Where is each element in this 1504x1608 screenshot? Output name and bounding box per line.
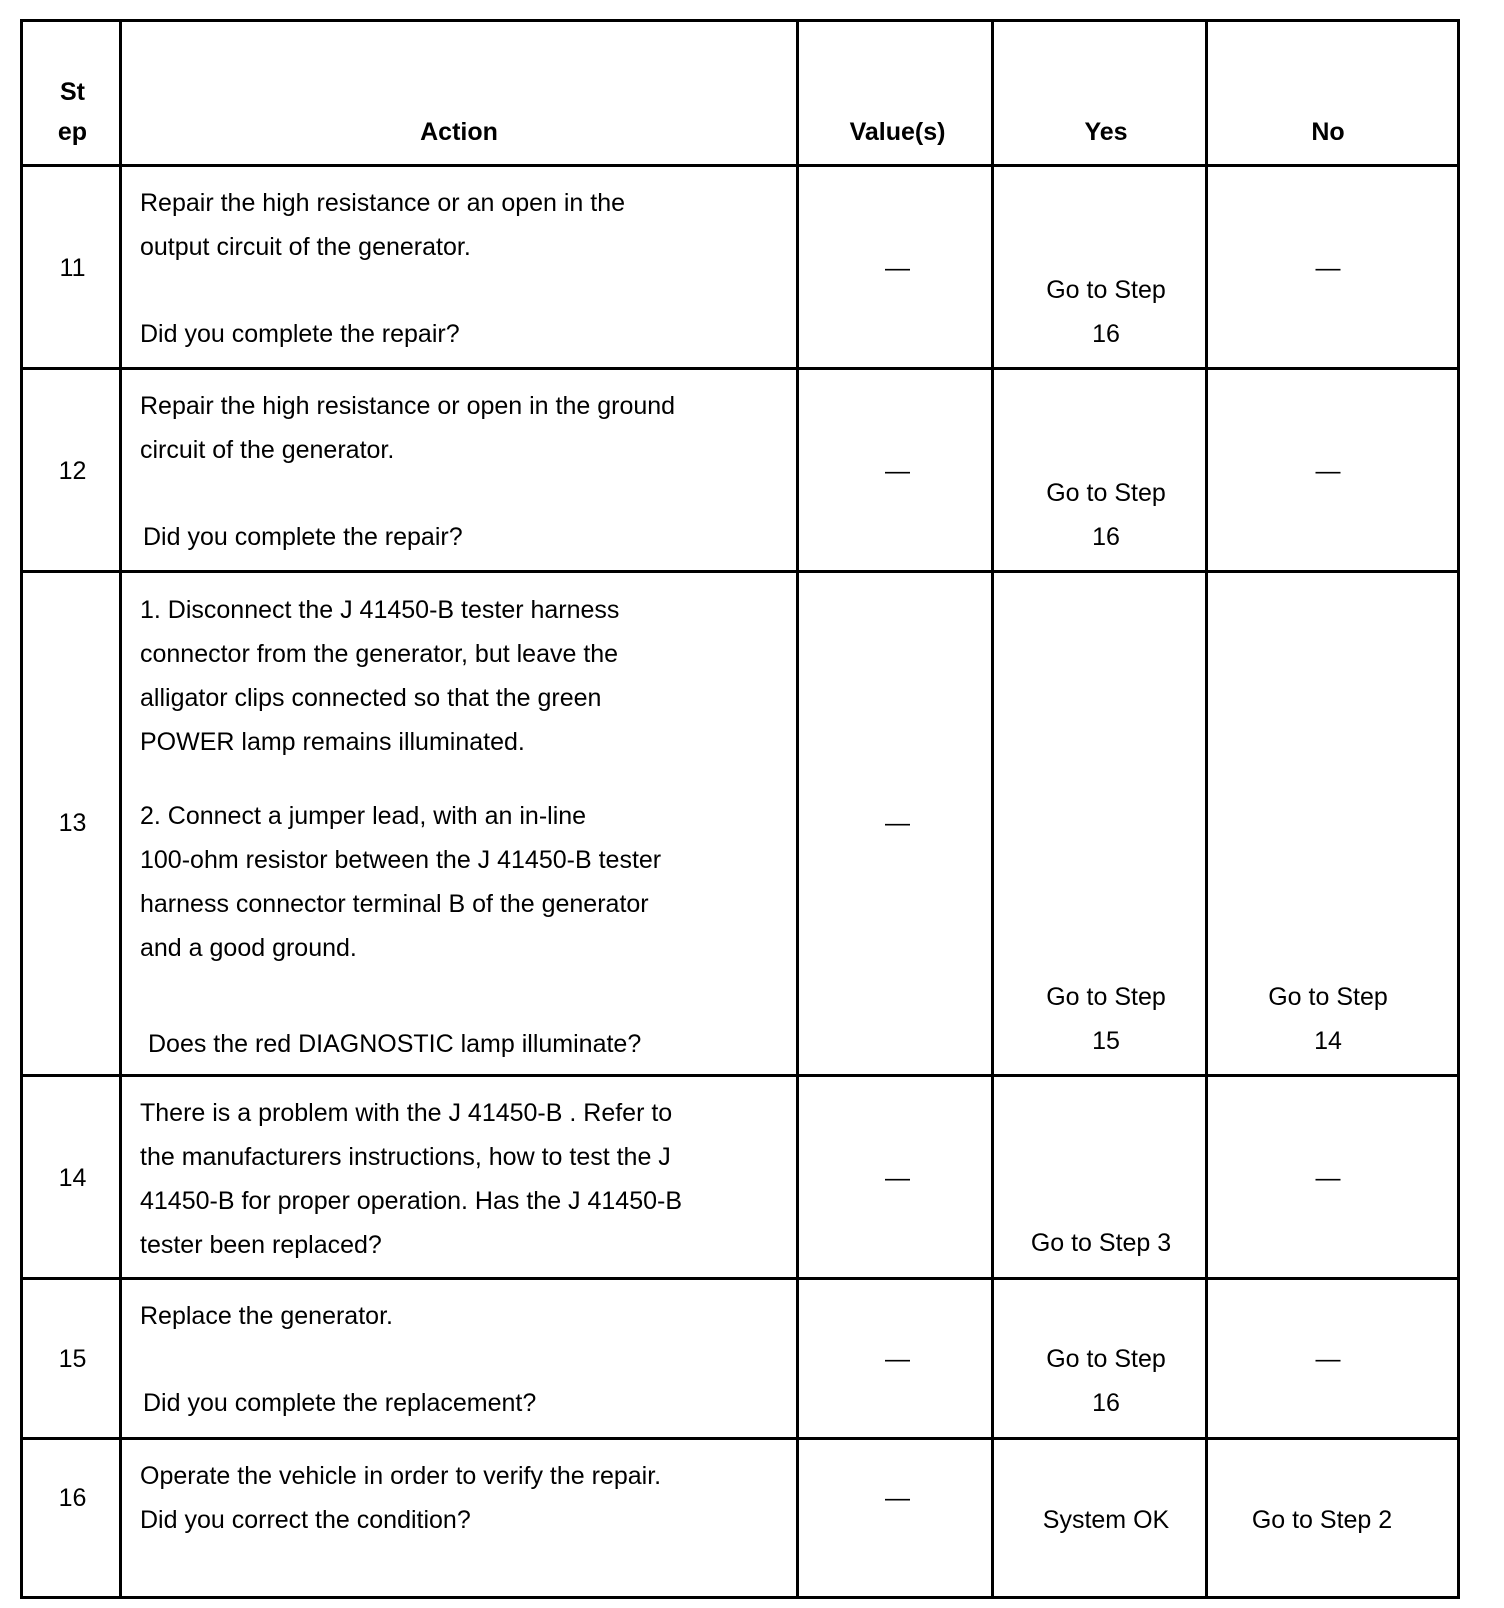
action-text: 1. Disconnect the J 41450-B tester harness connector from the generator, but leave the alligator clips connected so that the green POWER lamp remains illuminated. 2. Connect a jumper lead, with an in-line 100-ohm resistor between the J 41450-B tester harness connector terminal B of the generator and a good ground. Does the red DIAGNOSTIC lamp illuminate? — [140, 588, 780, 1066]
no-cell: — — [1315, 1164, 1341, 1192]
header-values: Value(s) — [849, 118, 946, 146]
action-text: Repair the high resistance or an open in the output circuit of the generator. Did you complete the repair? — [140, 189, 626, 348]
yes-cell: Go to Step 3 — [1030, 1229, 1172, 1257]
value-cell: — — [885, 1164, 910, 1192]
yes-cell: Go to Step 15 — [1046, 983, 1166, 1055]
header-step-line1: St — [60, 78, 85, 106]
row-divider — [23, 164, 1457, 167]
row-divider — [23, 1277, 1457, 1280]
step-number: 13 — [58, 809, 87, 837]
list-item: 2. Connect a jumper lead, with an in-line — [140, 802, 587, 830]
action-text: Operate the vehicle in order to verify the repair. Did you correct the condition? — [140, 1462, 662, 1534]
no-cell: — — [1315, 1345, 1341, 1373]
step-number: 15 — [58, 1345, 87, 1373]
value-cell: — — [885, 457, 910, 485]
yes-cell: System OK — [1042, 1506, 1170, 1534]
action-text: Repair the high resistance or open in the ground circuit of the generator. Did you complete the repair? — [140, 392, 676, 551]
step-number: 11 — [59, 254, 86, 282]
header-action: Action — [420, 118, 498, 146]
row-divider — [23, 570, 1457, 573]
step-number: 12 — [58, 457, 87, 485]
yes-cell: Go to Step 16 — [1046, 1345, 1166, 1417]
yes-cell: Go to Step 16 — [1046, 276, 1166, 348]
row-divider — [23, 367, 1457, 370]
action-text: Replace the generator. Did you complete the replacement? — [140, 1302, 537, 1417]
header-yes: Yes — [1084, 118, 1128, 146]
header-step-line2: ep — [57, 118, 88, 146]
diagnostic-table — [20, 19, 1460, 1599]
no-cell: — — [1315, 457, 1341, 485]
step-number: 14 — [58, 1164, 87, 1192]
no-cell: Go to Step 14 — [1268, 983, 1388, 1055]
value-cell: — — [885, 254, 910, 282]
no-cell: — — [1315, 254, 1341, 282]
header-no: No — [1311, 118, 1345, 146]
row-divider — [23, 1074, 1457, 1077]
value-cell: — — [885, 1484, 910, 1512]
no-cell: Go to Step 2 — [1251, 1506, 1393, 1534]
row-divider — [23, 1437, 1457, 1440]
step-number: 16 — [58, 1484, 87, 1512]
header-step — [23, 72, 122, 152]
list-item: 1. Disconnect the J 41450-B tester harness — [140, 596, 620, 624]
action-text: There is a problem with the J 41450-B . Refer to the manufacturers instructions, how to test the J 41450-B for proper operation. Has the J 41450-B tester been replaced? — [140, 1099, 683, 1259]
value-cell: — — [885, 1345, 910, 1373]
value-cell: — — [885, 809, 910, 837]
yes-cell: Go to Step 16 — [1046, 479, 1166, 551]
